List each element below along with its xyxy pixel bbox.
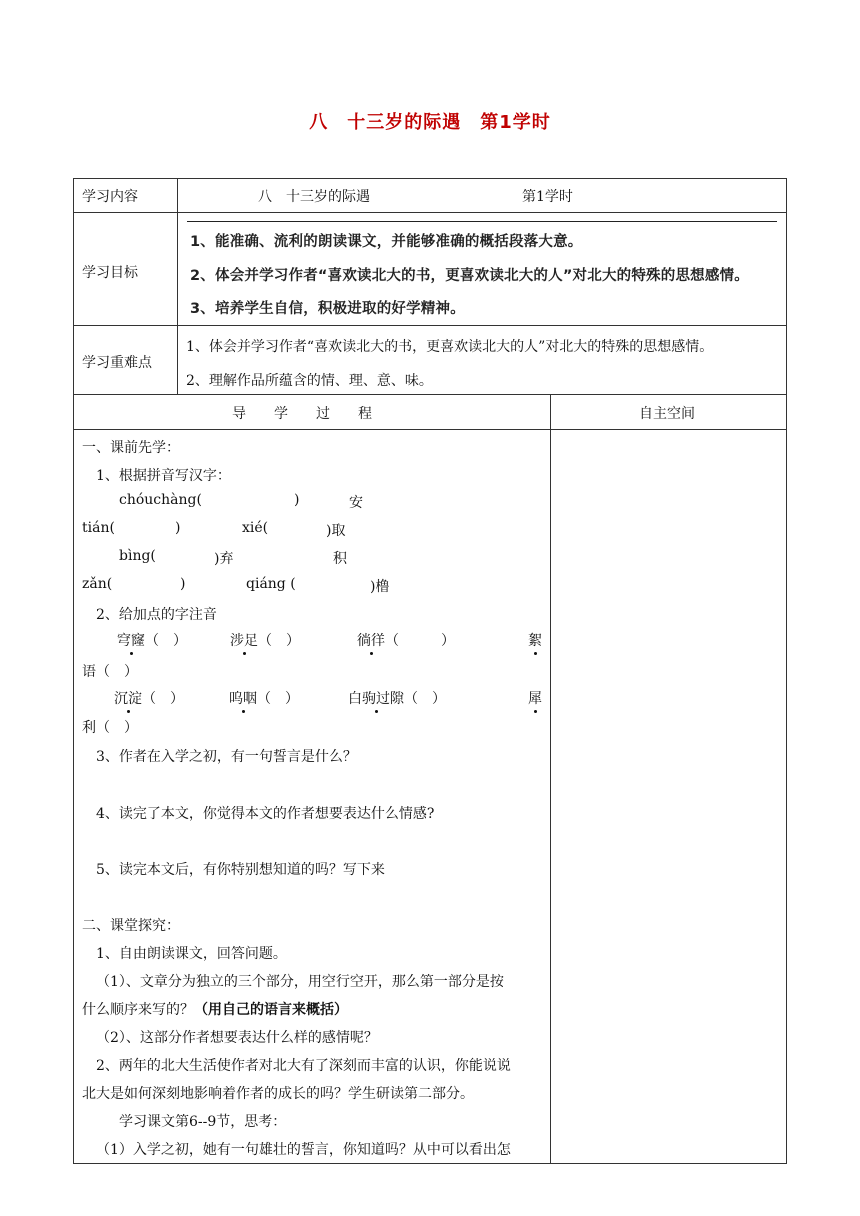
- dotted-word: 沉淀: [114, 688, 142, 708]
- class-item: （1）入学之初，她有一句雄壮的誓言，你知道吗？从中可以看出怎: [96, 1142, 511, 1158]
- phonetic-word: [357, 630, 455, 650]
- column-divider: [550, 394, 551, 1164]
- space-header: 自主空间: [639, 406, 695, 422]
- row-divider: [73, 429, 787, 430]
- answer-blank: （ ）: [145, 633, 187, 649]
- answer-blank: （ ）: [96, 720, 138, 736]
- phonetic-word: [528, 688, 542, 708]
- pinyin-item: )橹: [370, 579, 390, 595]
- column-divider: [177, 178, 178, 394]
- question-3: 3、作者在入学之初，有一句誓言是什么？: [96, 749, 357, 765]
- phonetic-word: [528, 630, 542, 650]
- class-item: （1）、文章分为独立的三个部分，用空行空开，那么第一部分是按: [96, 974, 504, 990]
- phonetic-word: [82, 661, 138, 681]
- goals-label: 学习目标: [82, 265, 138, 281]
- pinyin-item: zǎn(: [82, 576, 113, 592]
- dotted-word: 徜徉: [357, 630, 385, 650]
- key-point: 2、理解作品所蕴含的情、理、意、味。: [186, 373, 433, 389]
- class-item-bold: （用自己的语言来概括）: [194, 1002, 348, 1018]
- row-divider: [73, 212, 787, 213]
- word-tail: 利: [82, 720, 96, 736]
- answer-blank: （ ）: [96, 664, 138, 680]
- page-title: 八 十三岁的际遇 第1学时: [309, 112, 551, 133]
- class-item: 学习课文第6--9节，思考：: [119, 1114, 287, 1130]
- question-2: 2、给加点的字注音: [96, 607, 217, 623]
- answer-blank: （ ）: [385, 633, 455, 649]
- answer-blank: （ ）: [142, 691, 184, 707]
- goal-item: 2、体会并学习作者“喜欢读北大的书，更喜欢读北大的人”对北大的特殊的思想感情。: [190, 268, 749, 284]
- content-period: 第1学时: [522, 189, 573, 205]
- row-divider: [73, 394, 787, 395]
- class-item-text: 什么顺序来写的？: [82, 1002, 194, 1018]
- row-divider: [73, 325, 787, 326]
- dotted-word: 犀: [528, 688, 542, 708]
- class-item: （2）、这部分作者想要表达什么样的感情呢？: [96, 1030, 378, 1046]
- content-label: 学习内容: [82, 189, 138, 205]
- phonetic-word: [348, 688, 446, 708]
- goal-item: 3、培养学生自信，积极进取的好学精神。: [190, 301, 465, 317]
- goals-scan-rule: [187, 221, 777, 222]
- pinyin-item: bìng(: [119, 548, 156, 564]
- answer-blank: （ ）: [404, 691, 446, 707]
- dotted-word: 白驹过隙: [348, 688, 404, 708]
- phonetic-word: [230, 630, 300, 650]
- key-point: 1、体会并学习作者“喜欢读北大的书，更喜欢读北大的人”对北大的特殊的思想感情。: [186, 339, 714, 355]
- class-heading: 二、课堂探究：: [82, 918, 180, 934]
- pinyin-item: xié(: [242, 520, 269, 536]
- question-1: 1、根据拼音写汉字：: [96, 468, 231, 484]
- question-4: 4、读完了本文，你觉得本文的作者想要表达什么情感?: [96, 806, 435, 822]
- phonetic-word: [82, 717, 138, 737]
- pinyin-item: chóuchàng(: [119, 492, 202, 508]
- pinyin-item: 安: [349, 495, 363, 511]
- key-label: 学习重难点: [82, 355, 152, 371]
- pinyin-item: )取: [326, 523, 346, 539]
- process-header: 导 学 过 程: [232, 406, 372, 422]
- pre-study-heading: 一、课前先学：: [82, 440, 180, 456]
- pinyin-item: qiáng (: [246, 576, 296, 592]
- phonetic-word: [229, 688, 299, 708]
- answer-blank: （ ）: [257, 691, 299, 707]
- word-tail: 语: [82, 664, 96, 680]
- dotted-word: 穹窿: [117, 630, 145, 650]
- content-value: 八 十三岁的际遇: [258, 189, 370, 205]
- question-5: 5、读完本文后，有你特别想知道的吗？写下来: [96, 862, 385, 878]
- goal-item: 1、能准确、流利的朗读课文，并能够准确的概括段落大意。: [190, 234, 583, 250]
- class-item: [82, 999, 348, 1019]
- pinyin-item: ): [180, 576, 186, 592]
- class-item: 2、两年的北大生活使作者对北大有了深刻而丰富的认识，你能说说: [96, 1058, 511, 1074]
- pinyin-item: ): [175, 520, 181, 536]
- dotted-word: 涉足: [230, 630, 258, 650]
- pinyin-item: ): [294, 492, 300, 508]
- dotted-word: 呜咽: [229, 688, 257, 708]
- dotted-word: 絮: [528, 630, 542, 650]
- answer-blank: （ ）: [258, 633, 300, 649]
- class-item: 北大是如何深刻地影响着作者的成长的吗？学生研读第二部分。: [82, 1086, 474, 1102]
- pinyin-item: tián(: [82, 520, 115, 536]
- phonetic-word: [117, 630, 187, 650]
- pinyin-item: )弃: [214, 551, 234, 567]
- class-item: 1、自由朗读课文，回答问题。: [96, 946, 287, 962]
- phonetic-word: [114, 688, 184, 708]
- pinyin-item: 积: [333, 551, 347, 567]
